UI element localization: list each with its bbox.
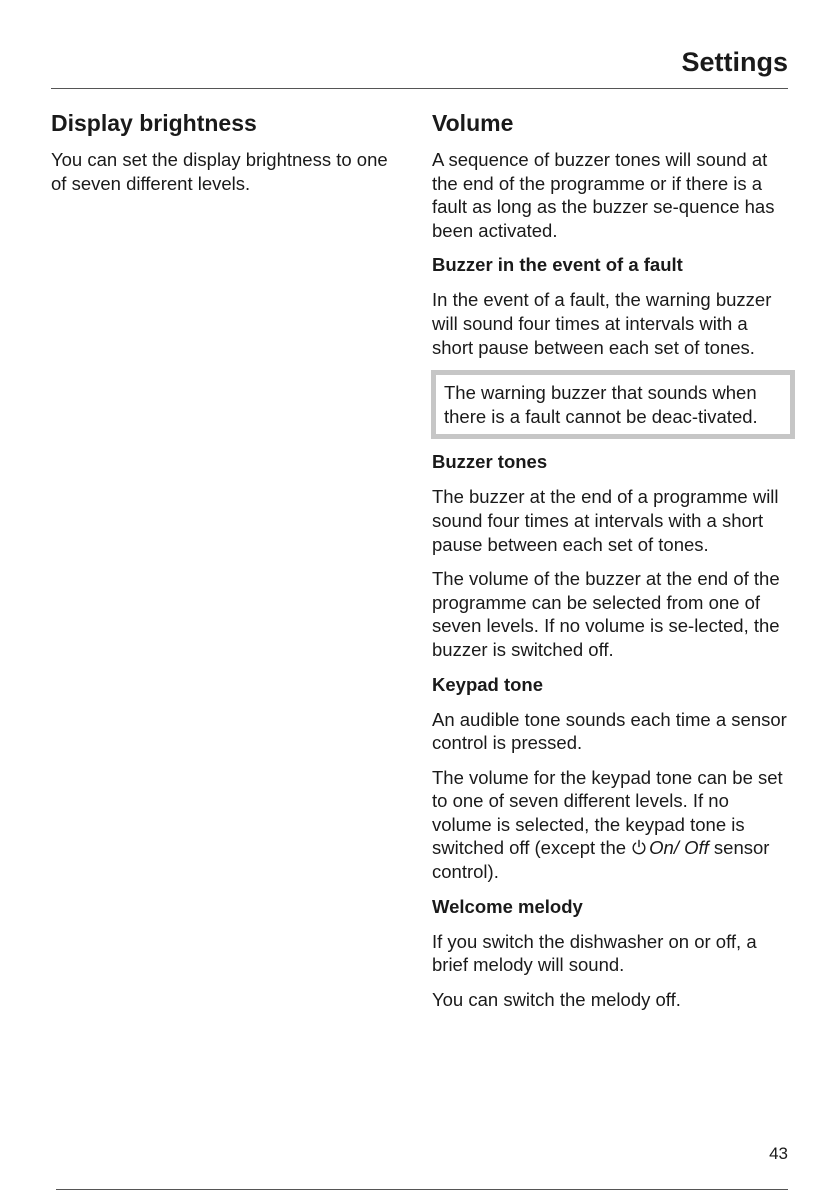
keypad-tone-text-2-start: The volume for the keypad tone can be set to one of seven different levels. If no volume is selected, the keypad tone is switched off (except the — [432, 766, 783, 859]
keypad-tone-text-2-end: sensor control). — [432, 837, 770, 883]
fault-buzzer-text: In the event of a fault, the warning buzzer will sound four times at intervals with a short pause between each set of tones. — [432, 289, 772, 358]
power-icon — [631, 839, 647, 855]
keypad-tone-text-1: An audible tone sounds each time a sensor control is pressed. — [432, 708, 787, 754]
fault-buzzer-note — [431, 370, 795, 439]
footer-divider — [56, 1189, 788, 1190]
display-brightness-heading: Display brightness — [51, 110, 257, 136]
header-divider — [51, 88, 788, 89]
keypad-tone-heading: Keypad tone — [432, 673, 544, 695]
fault-buzzer-heading: Buzzer in the event of a fault — [432, 254, 683, 276]
fault-buzzer-note-text: The warning buzzer that sounds when there is a fault cannot be deac-tivated. — [444, 382, 758, 427]
welcome-melody-text-2: You can switch the melody off. — [432, 988, 681, 1010]
welcome-melody-text-1: If you switch the dishwasher on or off, a brief melody will sound. — [432, 930, 757, 976]
buzzer-tones-text-2: The volume of the buzzer at the end of the programme can be selected from one of seven levels. If no volume is se-lected, the buzzer is switched off. — [432, 568, 780, 660]
page-section-title: Settings — [681, 47, 788, 77]
keypad-tone-text-2 — [432, 766, 792, 884]
volume-section — [432, 108, 792, 1022]
display-brightness-section — [51, 108, 396, 206]
buzzer-tones-heading: Buzzer tones — [432, 451, 548, 473]
on-off-control-label: On/ Off — [649, 837, 709, 859]
welcome-melody-heading: Welcome melody — [432, 895, 583, 917]
volume-intro-text: A sequence of buzzer tones will sound at the end of the programme or if there is a fault as long as the buzzer se-quence has been activated. — [432, 149, 775, 241]
page-number: 43 — [769, 1144, 788, 1163]
volume-heading: Volume — [432, 110, 514, 136]
display-brightness-text: You can set the display brightness to one of seven different levels. — [51, 149, 388, 194]
buzzer-tones-text-1: The buzzer at the end of a programme will sound four times at intervals with a short pause between each set of tones. — [432, 486, 779, 555]
